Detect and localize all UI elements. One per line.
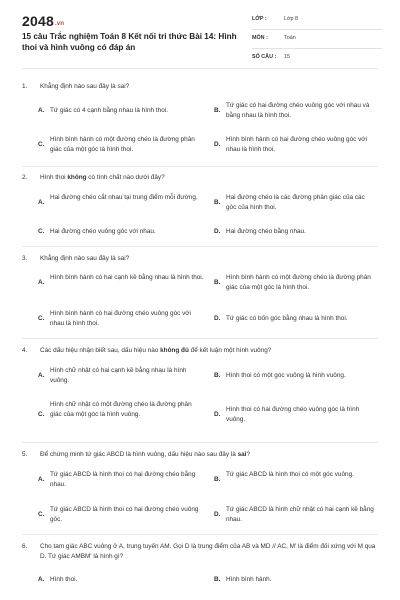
option-letter: B. bbox=[214, 372, 221, 379]
question-number: 3. bbox=[22, 255, 28, 262]
option-letter: B. bbox=[214, 199, 221, 206]
option-letter: A. bbox=[38, 476, 45, 483]
question-number: 6. bbox=[22, 543, 28, 550]
question-number: 2. bbox=[22, 174, 28, 181]
page-title: 15 câu Trắc nghiệm Toán 8 Kết nối tri thức Bài 14: Hình thoi và hình vuông có đáp án bbox=[22, 32, 237, 52]
site-logo[interactable] bbox=[22, 13, 64, 29]
question-number: 5. bbox=[22, 451, 28, 458]
option-letter: C. bbox=[38, 141, 45, 148]
option-letter: C. bbox=[38, 228, 45, 235]
question-divider bbox=[22, 166, 378, 167]
option-text: Hình bình hành có một đường chéo là đường phân giác của một góc là hình thoi. bbox=[226, 274, 371, 291]
question-text: Để chứng minh tứ giác ABCD là hình vuông, dấu hiệu nào sau đây là sai? bbox=[40, 451, 251, 458]
option-text: Tứ giác ABCD là hình thoi có hai đường chéo bằng nhau. bbox=[50, 471, 196, 488]
option-text: Hình bình hành có một đường chéo là đường phân giác của một góc là hình thoi. bbox=[50, 136, 195, 153]
meta-subject bbox=[252, 33, 382, 49]
option-text: Hai đường chéo vuông góc với nhau. bbox=[50, 228, 156, 235]
question-text: Cho tam giác ABC vuông ở A, trung tuyến AM. Gọi D là trung điểm của AB và MD // AC, M' là điểm đối xứng với M qua D. Tứ giác AMBM' là hình gì? bbox=[40, 543, 376, 560]
option-letter: B. bbox=[214, 576, 221, 583]
question-divider bbox=[22, 534, 378, 535]
meta-key: SỐ CÂU : bbox=[252, 54, 277, 60]
option-text: Hai đường chéo cắt nhau tại trung điểm mỗi đường. bbox=[50, 194, 198, 201]
option-letter: B. bbox=[214, 476, 221, 483]
option-letter: B. bbox=[214, 279, 221, 286]
header-divider bbox=[22, 68, 378, 69]
logo-text: 2048 bbox=[22, 13, 54, 29]
question-text: Hình thoi không có tính chất nào dưới đây? bbox=[40, 174, 165, 181]
option-text: Tứ giác ABCD là hình thoi có một góc vuông. bbox=[226, 471, 354, 478]
question-number: 4. bbox=[22, 347, 28, 354]
option-letter: A. bbox=[38, 199, 45, 206]
option-text: Tứ giác có 4 cạnh bằng nhau là hình thoi. bbox=[50, 107, 168, 114]
option-text: Hình bình hành có hai đường chéo vuông góc với nhau là hình thoi. bbox=[226, 136, 367, 153]
page-header bbox=[0, 0, 400, 64]
option-text: Hai đường chéo bằng nhau. bbox=[226, 228, 306, 235]
option-text: Tứ giác ABCD là hình chữ nhật có hai cạnh kề bằng nhau. bbox=[226, 506, 374, 523]
option-letter: B. bbox=[214, 107, 221, 114]
option-letter: A. bbox=[38, 576, 45, 583]
option-letter: A. bbox=[38, 107, 45, 114]
option-letter: D. bbox=[214, 411, 221, 418]
option-letter: D. bbox=[214, 511, 221, 518]
option-text: Hình thoi có một góc vuông là hình vuông. bbox=[226, 372, 346, 379]
option-text: Hình thoi có hai đường chéo vuông góc là hình vuông. bbox=[226, 406, 360, 423]
question-divider bbox=[22, 338, 378, 339]
option-text: Hình chữ nhật có hai cạnh kề bằng nhau là hình vuông. bbox=[50, 367, 187, 384]
logo-suffix: .vn bbox=[54, 21, 65, 27]
meta-key: MÔN : bbox=[252, 35, 268, 41]
option-letter: C. bbox=[38, 315, 45, 322]
option-text: Hình bình hành có hai đường chéo vuông góc với nhau là hình thoi. bbox=[50, 310, 191, 327]
option-text: Tứ giác ABCD là hình thoi có hai đường chéo vuông góc. bbox=[50, 506, 199, 523]
meta-class bbox=[252, 14, 382, 30]
option-text: Tứ giác có hai đường chéo vuông góc với nhau và bằng nhau là hình thoi. bbox=[226, 102, 370, 119]
option-letter: D. bbox=[214, 141, 221, 148]
question-number: 1. bbox=[22, 83, 28, 90]
meta-key: LỚP : bbox=[252, 16, 267, 22]
option-letter: A. bbox=[38, 279, 45, 286]
option-text: Tứ giác có bốn góc bằng nhau là hình thoi. bbox=[226, 315, 348, 322]
question-divider bbox=[22, 442, 378, 443]
option-letter: D. bbox=[214, 315, 221, 322]
meta-value: Lớp 8 bbox=[284, 16, 299, 22]
question-text: Khẳng định nào sau đây là sai? bbox=[40, 83, 130, 90]
question-text: Các dấu hiệu nhận biết sau, dấu hiệu nào không đủ để kết luận một hình vuông? bbox=[40, 347, 272, 354]
question-divider bbox=[22, 246, 378, 247]
meta-value: 15 bbox=[284, 54, 290, 60]
option-text: Hai đường chéo là các đường phân giác của các góc của hình thoi. bbox=[226, 194, 365, 211]
option-letter: C. bbox=[38, 411, 45, 418]
option-letter: D. bbox=[214, 228, 221, 235]
option-letter: C. bbox=[38, 511, 45, 518]
quiz-meta bbox=[252, 14, 382, 70]
option-text: Hình bình hành. bbox=[226, 576, 272, 583]
option-text: Hình bình hành có hai cạnh kề bằng nhau là hình thoi. bbox=[50, 274, 204, 281]
option-text: Hình chữ nhật có một đường chéo là đường phân giác của một góc là hình vuông. bbox=[50, 401, 192, 418]
option-letter: A. bbox=[38, 372, 45, 379]
option-text: Hình thoi. bbox=[50, 576, 78, 583]
question-text: Khẳng định nào sau đây là sai? bbox=[40, 255, 130, 262]
meta-question-count bbox=[252, 52, 382, 67]
meta-value: Toán bbox=[284, 35, 296, 41]
